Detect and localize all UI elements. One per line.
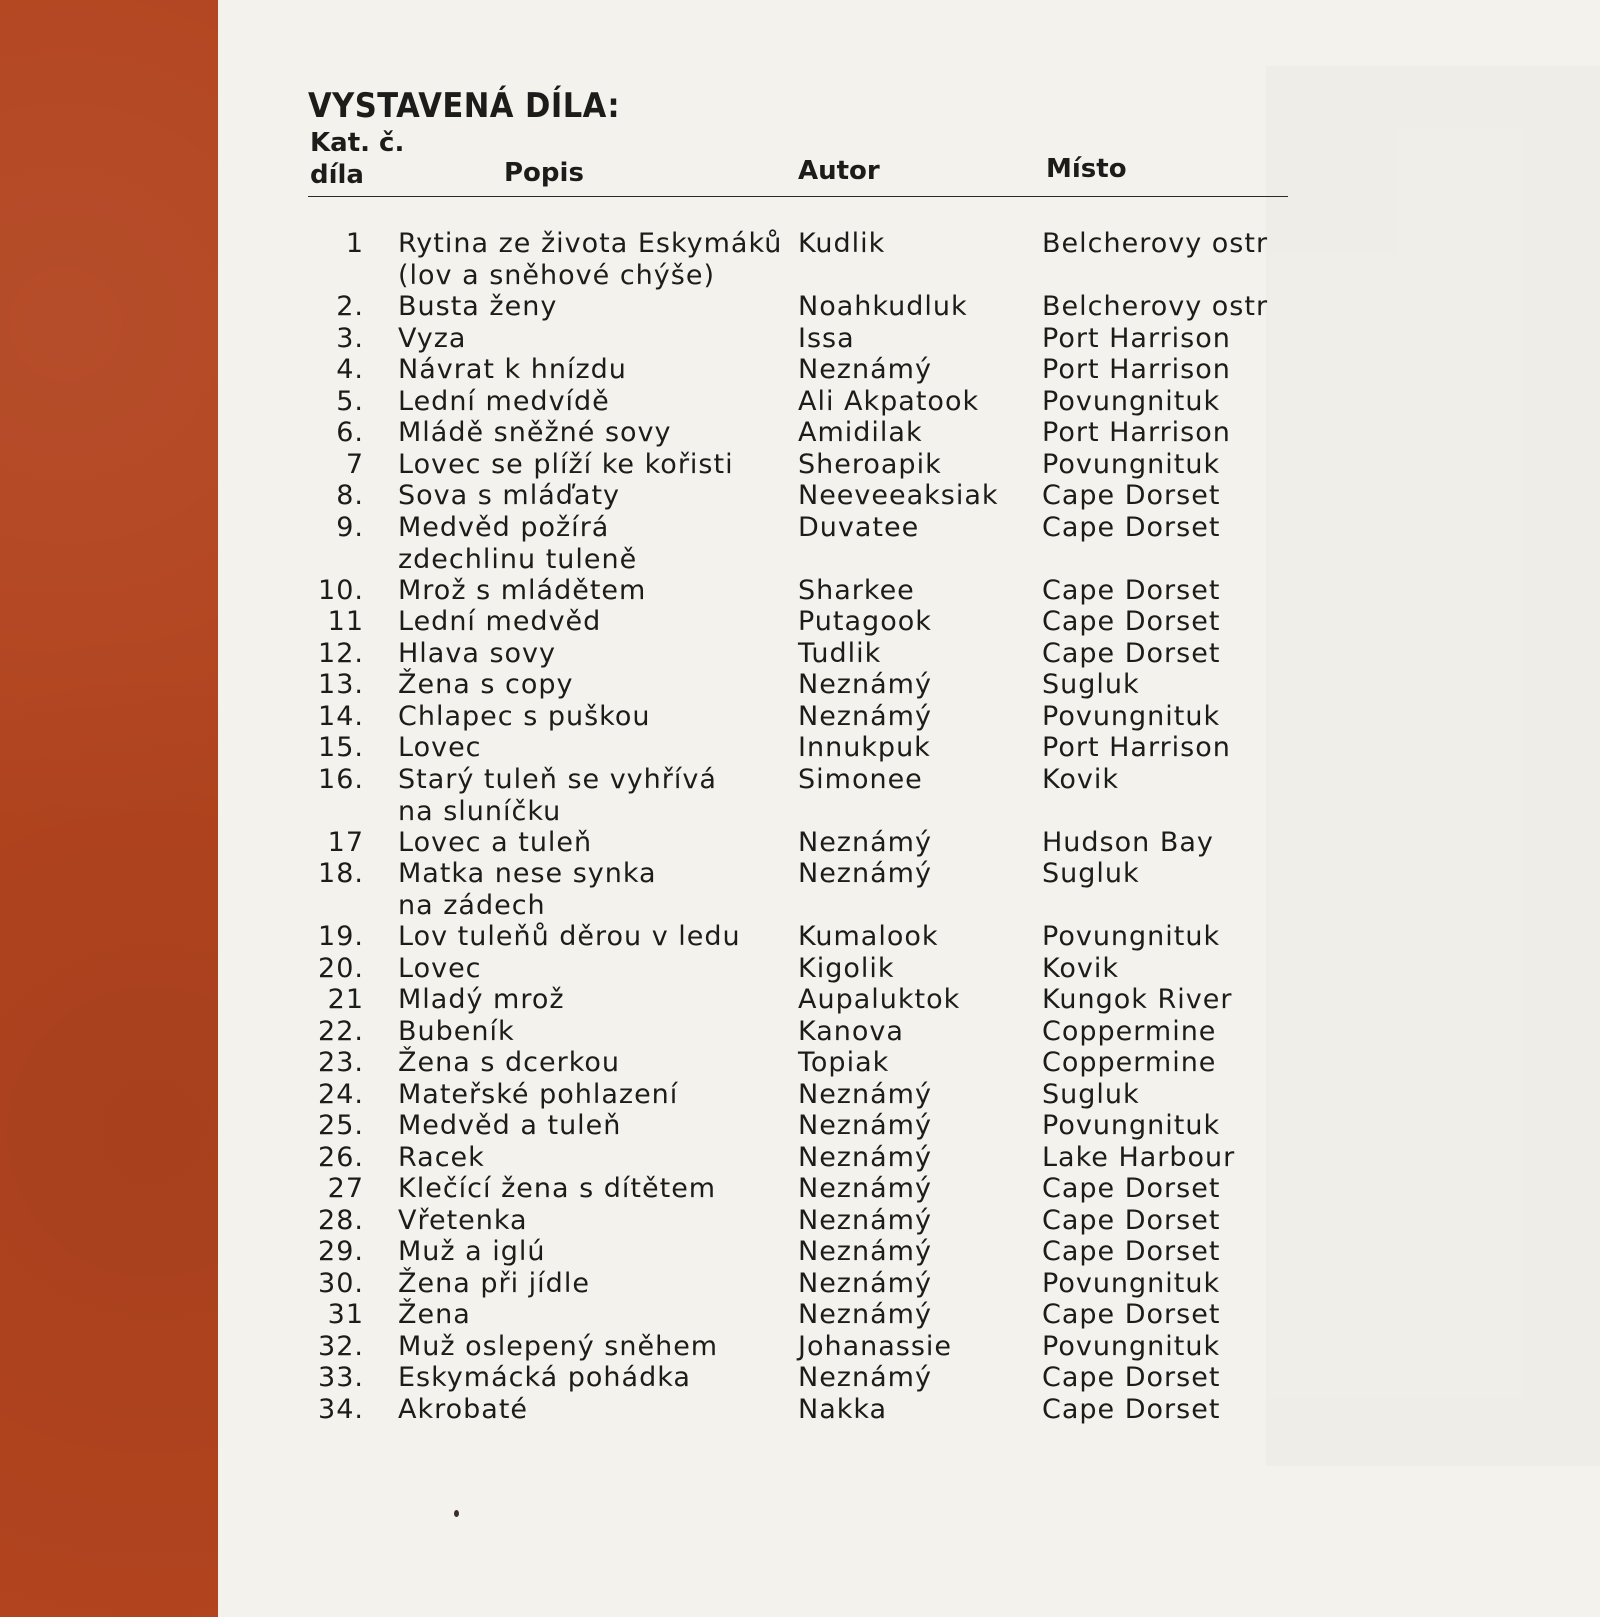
author: Neznámý: [798, 669, 932, 700]
description-line: na zádech: [398, 890, 546, 922]
description: [398, 732, 788, 764]
description: [398, 921, 788, 953]
column-header-number-line2: díla: [310, 160, 364, 190]
description: [398, 1268, 788, 1300]
catalog-number: 14.: [318, 700, 364, 732]
catalog-number: 1: [345, 228, 364, 259]
place: Port Harrison: [1042, 322, 1231, 354]
table-row: [308, 701, 1298, 733]
table-row: [308, 291, 1298, 323]
column-header-author: Autor: [798, 156, 880, 186]
place: Povungnituk: [1042, 448, 1221, 480]
table-row: [308, 386, 1298, 418]
description-line: Lovec: [398, 952, 482, 984]
description: [398, 1142, 788, 1174]
description-line: Lovec: [398, 732, 482, 763]
column-header-place: Místo: [1046, 154, 1127, 184]
description: [398, 1362, 788, 1394]
author: Sheroapik: [798, 448, 942, 480]
description: [398, 1394, 788, 1426]
place: Belcherovy ostr: [1042, 291, 1269, 322]
description: [398, 1236, 788, 1268]
description: [398, 984, 788, 1016]
column-headers: [308, 126, 1288, 192]
description-line: Žena s copy: [398, 669, 574, 700]
description-line: Muž a iglú: [398, 1236, 546, 1267]
table-row: [308, 1236, 1298, 1268]
table-row: [308, 1362, 1298, 1394]
description-line: Lední medvěd: [398, 606, 602, 637]
place: Povungnituk: [1042, 1330, 1221, 1362]
catalog-number: 32.: [318, 1330, 364, 1362]
author: Neznámý: [798, 1299, 932, 1330]
catalog-number: 2.: [336, 291, 364, 322]
description: [398, 386, 788, 418]
catalog-number: 30.: [318, 1267, 364, 1299]
description: [398, 764, 788, 828]
place: Cape Dorset: [1042, 1393, 1221, 1425]
place: Sugluk: [1042, 669, 1140, 700]
description-line: Bubeník: [398, 1015, 515, 1047]
description: [398, 323, 788, 355]
description: [398, 669, 788, 701]
description-line: Busta ženy: [398, 291, 558, 322]
table-row: [308, 764, 1298, 827]
catalog-number: 23.: [318, 1047, 364, 1078]
description-line: Žena při jídle: [398, 1267, 590, 1299]
author: Duvatee: [798, 511, 920, 543]
catalog-number: 20.: [318, 952, 364, 984]
table-row: [308, 575, 1298, 607]
table-row: [308, 1110, 1298, 1142]
place: Cape Dorset: [1042, 480, 1221, 511]
catalog-number: 10.: [318, 574, 364, 606]
description-line: (lov a sněhové chýše): [398, 260, 715, 292]
description-line: Žena: [398, 1299, 471, 1330]
place: Cape Dorset: [1042, 1173, 1221, 1204]
author: Ali Akpatook: [798, 385, 980, 417]
description-line: Chlapec s puškou: [398, 700, 651, 732]
show-through-panel: [1266, 66, 1600, 1466]
catalog-number: 4.: [336, 354, 364, 385]
description-line: Hlava sovy: [398, 637, 556, 669]
catalog-number: 18.: [318, 858, 364, 889]
place: Port Harrison: [1042, 417, 1231, 448]
description: [398, 1110, 788, 1142]
author: Kudlik: [798, 228, 886, 259]
description: [398, 1079, 788, 1111]
author: Kumalook: [798, 921, 939, 952]
description-line: Mladý mrož: [398, 984, 565, 1015]
catalog-number: 19.: [318, 921, 364, 952]
author: Neznámý: [798, 354, 932, 385]
author: Johanassie: [798, 1330, 953, 1362]
description-line: Lov tuleňů děrou v ledu: [398, 921, 741, 952]
catalog-number: 3.: [336, 322, 364, 354]
author: Kigolik: [798, 952, 895, 984]
description: [398, 1173, 788, 1205]
description: [398, 953, 788, 985]
place: Povungnituk: [1042, 385, 1221, 417]
place: Lake Harbour: [1042, 1141, 1236, 1173]
catalog-number: 25.: [318, 1110, 364, 1141]
catalog-number: 26.: [318, 1141, 364, 1173]
catalog-number: 7: [345, 448, 364, 480]
description-line: Medvěd požírá: [398, 511, 610, 543]
table-row: [308, 449, 1298, 481]
catalog-number: 29.: [318, 1236, 364, 1267]
catalog-number: 17: [327, 826, 364, 858]
table-row: [308, 228, 1298, 291]
catalog-number: 11: [327, 606, 364, 637]
place: Cape Dorset: [1042, 1204, 1221, 1236]
place: Sugluk: [1042, 858, 1140, 889]
place: Cape Dorset: [1042, 574, 1221, 606]
description: [398, 827, 788, 859]
description-line: Eskymácká pohádka: [398, 1362, 691, 1393]
table-row: [308, 480, 1298, 512]
author: Tudlik: [798, 637, 882, 669]
author: Neznámý: [798, 826, 932, 858]
author: Amidilak: [798, 417, 923, 448]
catalog-number: 16.: [318, 763, 364, 795]
catalog-number: 34.: [318, 1393, 364, 1425]
catalog-number: 24.: [318, 1078, 364, 1110]
author: Issa: [798, 322, 855, 354]
table-row: [308, 1394, 1298, 1426]
column-header-number-line1: Kat. č.: [310, 128, 405, 158]
author: Neeveeaksiak: [798, 480, 999, 511]
table-row: [308, 1205, 1298, 1237]
table-row: [308, 1173, 1298, 1205]
description-line: Matka nese synka: [398, 858, 657, 889]
description-line: Lední medvídě: [398, 385, 610, 417]
header-divider: [308, 196, 1288, 197]
table-row: [308, 1079, 1298, 1111]
place: Povungnituk: [1042, 700, 1221, 732]
place: Hudson Bay: [1042, 826, 1214, 858]
table-row: [308, 1268, 1298, 1300]
description: [398, 701, 788, 733]
author: Noahkudluk: [798, 291, 968, 322]
description-line: Rytina ze života Eskymáků: [398, 228, 783, 259]
place: Kungok River: [1042, 984, 1233, 1015]
catalog-number: 9.: [336, 511, 364, 543]
table-row: [308, 827, 1298, 859]
description-line: Sova s mláďaty: [398, 480, 621, 511]
description: [398, 638, 788, 670]
author: Aupaluktok: [798, 984, 961, 1015]
catalog-number: 22.: [318, 1015, 364, 1047]
table-row: [308, 921, 1298, 953]
red-side-band: [0, 0, 218, 1617]
author: Neznámý: [798, 700, 932, 732]
catalog-number: 33.: [318, 1362, 364, 1393]
description-line: Muž oslepený sněhem: [398, 1330, 719, 1362]
description: [398, 606, 788, 638]
catalog-number: 13.: [318, 669, 364, 700]
catalog-number: 8.: [336, 480, 364, 511]
table-row: [308, 417, 1298, 449]
place: Kovik: [1042, 763, 1119, 795]
description-line: zdechlinu tuleně: [398, 543, 638, 575]
table-row: [308, 984, 1298, 1016]
author: Sharkee: [798, 574, 915, 606]
description: [398, 354, 788, 386]
column-header-description: Popis: [504, 158, 584, 188]
table-row: [308, 732, 1298, 764]
table-row: [308, 323, 1298, 355]
table-row: [308, 669, 1298, 701]
table-row: [308, 953, 1298, 985]
author: Kanova: [798, 1015, 904, 1047]
description: [398, 417, 788, 449]
catalog-number: 5.: [336, 385, 364, 417]
table-row: [308, 1299, 1298, 1331]
description-line: Klečící žena s dítětem: [398, 1173, 717, 1204]
table-row: [308, 1331, 1298, 1363]
author: Neznámý: [798, 1078, 932, 1110]
author: Neznámý: [798, 1267, 932, 1299]
place: Cape Dorset: [1042, 637, 1221, 669]
table-row: [308, 858, 1298, 921]
description-line: Vřetenka: [398, 1204, 528, 1236]
description-line: Návrat k hnízdu: [398, 354, 627, 385]
description: [398, 1016, 788, 1048]
description: [398, 512, 788, 576]
description-line: na sluníčku: [398, 795, 562, 827]
description-line: Medvěd a tuleň: [398, 1110, 622, 1141]
place: Povungnituk: [1042, 1267, 1221, 1299]
place: Cape Dorset: [1042, 511, 1221, 543]
table-row: [308, 638, 1298, 670]
description: [398, 228, 788, 292]
place: Cape Dorset: [1042, 1236, 1221, 1267]
author: Simonee: [798, 763, 923, 795]
table-row: [308, 512, 1298, 575]
description: [398, 1331, 788, 1363]
description-line: Starý tuleň se vyhřívá: [398, 763, 717, 795]
catalog-number: 6.: [336, 417, 364, 448]
place: Sugluk: [1042, 1078, 1140, 1110]
catalog-number: 21: [327, 984, 364, 1015]
author: Innukpuk: [798, 732, 931, 763]
place: Cape Dorset: [1042, 606, 1221, 637]
catalog-table: [308, 228, 1298, 1425]
description-line: Mateřské pohlazení: [398, 1078, 679, 1110]
table-row: [308, 1142, 1298, 1174]
place: Port Harrison: [1042, 732, 1231, 763]
author: Neznámý: [798, 1204, 932, 1236]
author: Topiak: [798, 1047, 890, 1078]
catalog-number: 15.: [318, 732, 364, 763]
place: Coppermine: [1042, 1047, 1217, 1078]
catalog-number: 12.: [318, 637, 364, 669]
description: [398, 291, 788, 323]
description-line: Lovec a tuleň: [398, 826, 593, 858]
description-line: Mládě sněžné sovy: [398, 417, 672, 448]
description: [398, 575, 788, 607]
author: Neznámý: [798, 1362, 932, 1393]
place: Coppermine: [1042, 1015, 1217, 1047]
description-line: Mrož s mládětem: [398, 574, 647, 606]
description: [398, 449, 788, 481]
author: Neznámý: [798, 1141, 932, 1173]
ink-speck: [454, 1510, 459, 1517]
place: Povungnituk: [1042, 1110, 1221, 1141]
place: Belcherovy ostr: [1042, 228, 1269, 259]
table-row: [308, 606, 1298, 638]
description-line: Racek: [398, 1141, 485, 1173]
place: Povungnituk: [1042, 921, 1221, 952]
author: Nakka: [798, 1393, 888, 1425]
author: Neznámý: [798, 1236, 932, 1267]
description-line: Lovec se plíží ke kořisti: [398, 448, 734, 480]
description: [398, 1299, 788, 1331]
description-line: Akrobaté: [398, 1393, 529, 1425]
catalog-number: 28.: [318, 1204, 364, 1236]
catalog-number: 31: [327, 1299, 364, 1330]
description: [398, 1047, 788, 1079]
description: [398, 1205, 788, 1237]
description-line: Žena s dcerkou: [398, 1047, 620, 1078]
author: Neznámý: [798, 1110, 932, 1141]
place: Port Harrison: [1042, 354, 1231, 385]
table-row: [308, 354, 1298, 386]
place: Kovik: [1042, 952, 1119, 984]
catalog-number: 27: [327, 1173, 364, 1204]
table-row: [308, 1016, 1298, 1048]
catalog-header: [308, 86, 1288, 192]
author: Neznámý: [798, 858, 932, 889]
table-row: [308, 1047, 1298, 1079]
place: Cape Dorset: [1042, 1362, 1221, 1393]
description-line: Vyza: [398, 322, 467, 354]
author: Neznámý: [798, 1173, 932, 1204]
place: Cape Dorset: [1042, 1299, 1221, 1330]
description: [398, 858, 788, 922]
description: [398, 480, 788, 512]
author: Putagook: [798, 606, 932, 637]
page-title: VYSTAVENÁ DÍLA:: [308, 86, 621, 126]
